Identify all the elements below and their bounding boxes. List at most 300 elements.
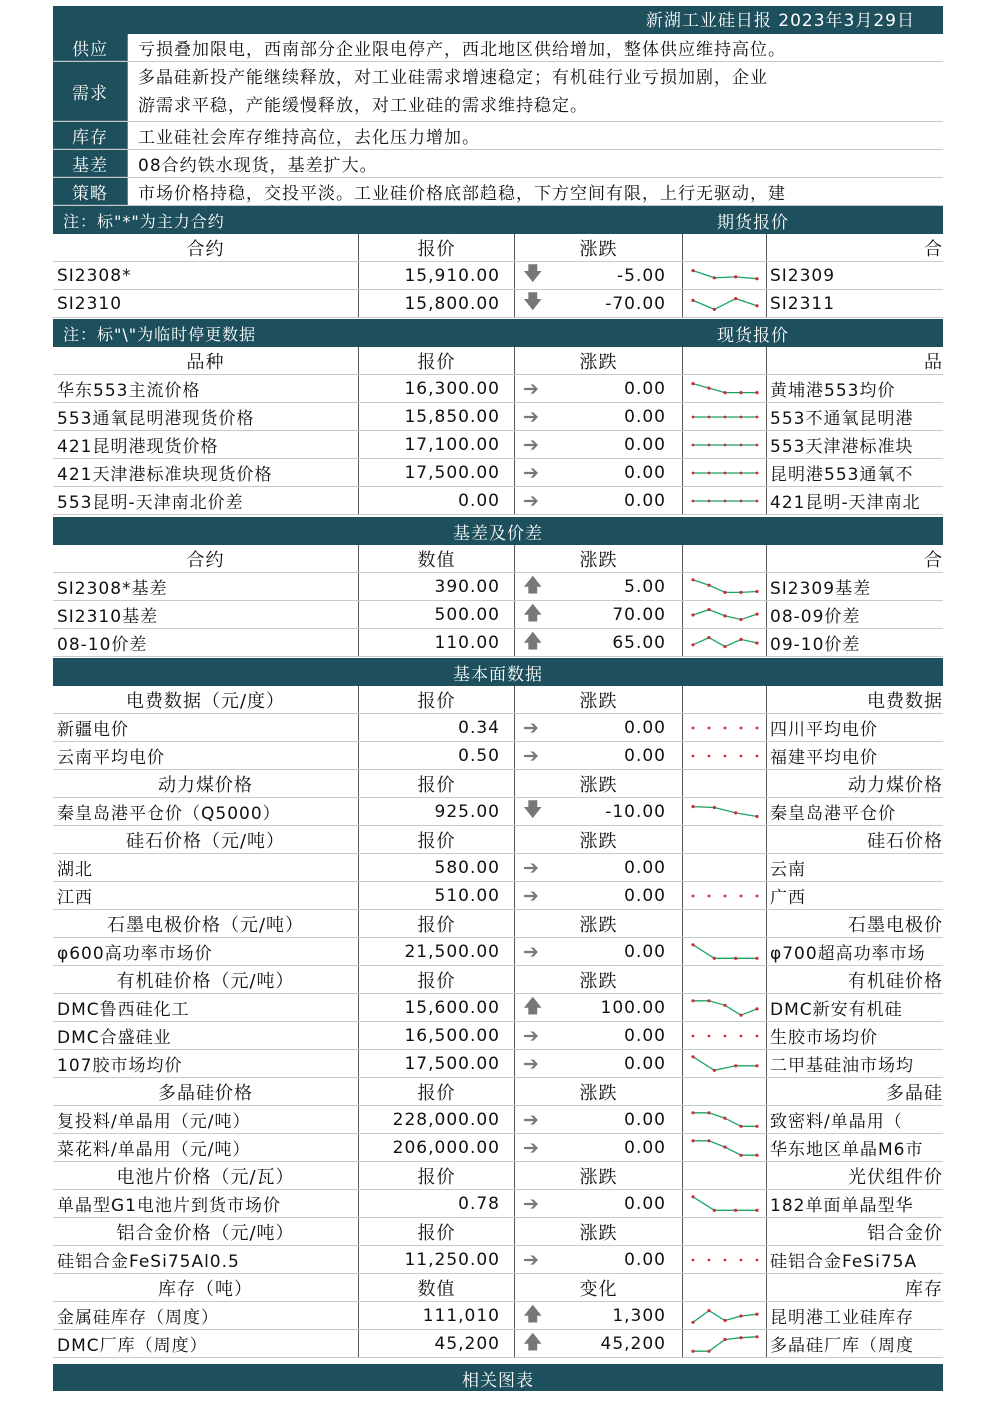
related-item-name: DMC新安有机硅 xyxy=(770,1000,903,1020)
header-cell: 硅石价格（元/吨） xyxy=(53,826,359,853)
summary-label: 库存 xyxy=(53,122,127,149)
sparkline-point xyxy=(755,754,758,757)
header-cell xyxy=(683,966,767,993)
sparkline-point xyxy=(755,1153,758,1156)
trend-cell xyxy=(683,1050,767,1077)
fundamentals-group-header xyxy=(53,966,943,994)
related-item-name: SI2309 xyxy=(770,265,836,286)
data-row xyxy=(53,798,943,826)
related-item-name: 四川平均电价 xyxy=(770,720,878,740)
header-cell: 数值 xyxy=(359,1274,515,1301)
related-item-name: 生胶市场均价 xyxy=(770,1028,878,1048)
basis-section-bar xyxy=(53,517,943,545)
change-value: -10.00 xyxy=(605,801,666,822)
item-name: 421天津港标准块现货价格 xyxy=(53,459,359,486)
trend-cell xyxy=(683,714,767,741)
sparkline-point xyxy=(739,1336,742,1339)
data-row xyxy=(53,1190,943,1218)
header-cell: 合 xyxy=(924,549,943,571)
sparkline-point xyxy=(755,894,758,897)
item-name: 菜花料/单晶用（元/吨） xyxy=(53,1134,359,1161)
change-value: 0.00 xyxy=(624,1137,666,1158)
trend-cell xyxy=(683,1106,767,1133)
header-cell: 涨跌 xyxy=(515,1162,683,1189)
header-cell: 品种 xyxy=(53,347,359,374)
header-cell: 报价 xyxy=(359,1162,515,1189)
sparkline-path xyxy=(693,1000,757,1014)
sparkline-point xyxy=(707,608,710,611)
sparkline xyxy=(687,377,763,401)
item-name: DMC厂库（周度） xyxy=(53,1330,359,1357)
arrow-right-icon: ➔ xyxy=(523,856,540,879)
fundamentals-group-header xyxy=(53,1162,943,1190)
sparkline xyxy=(687,1024,763,1048)
arrow-right-icon: ➔ xyxy=(523,377,540,400)
sparkline-point xyxy=(739,754,742,757)
sparkline-path xyxy=(693,298,757,309)
header-cell: 合约 xyxy=(53,545,359,572)
data-row xyxy=(53,714,943,742)
sparkline-point xyxy=(739,391,742,394)
change-value: 100.00 xyxy=(600,997,666,1018)
sparkline xyxy=(687,1248,763,1272)
item-change xyxy=(515,1022,683,1049)
sparkline-point xyxy=(707,1309,710,1312)
header-cell: 报价 xyxy=(359,910,515,937)
sparkline-point xyxy=(691,1034,694,1037)
sparkline-point xyxy=(755,443,758,446)
sparkline-point xyxy=(739,1314,742,1317)
summary-row xyxy=(53,122,943,150)
sparkline xyxy=(687,884,763,908)
trend-cell xyxy=(683,994,767,1021)
trend-cell xyxy=(683,1246,767,1273)
data-row xyxy=(53,994,943,1022)
summary-text: 亏损叠加限电，西南部分企业限电停产，西北地区供给增加，整体供应维持高位。 xyxy=(127,34,943,61)
sparkline-point xyxy=(707,415,710,418)
sparkline-point xyxy=(723,1116,726,1119)
arrow-up-icon: 🡅 xyxy=(523,994,544,1017)
fundamentals-group-header xyxy=(53,1078,943,1106)
sparkline-point xyxy=(755,1335,758,1338)
item-name: φ600高功率市场价 xyxy=(53,938,359,965)
change-value: 0.00 xyxy=(624,1193,666,1214)
related-item-name: 553天津港标准块 xyxy=(770,437,914,457)
sparkline-point xyxy=(691,298,694,301)
sparkline-point xyxy=(723,499,726,502)
header-cell: 多晶硅价格 xyxy=(53,1078,359,1105)
header-cell: 变化 xyxy=(515,1274,683,1301)
data-row xyxy=(53,1022,943,1050)
daily-report-sheet xyxy=(53,6,943,1391)
data-row xyxy=(53,1246,943,1274)
sparkline-point xyxy=(691,1195,694,1198)
sparkline xyxy=(687,996,763,1020)
item-name: SI2310 xyxy=(53,290,359,317)
item-name: SI2308*基差 xyxy=(53,573,359,600)
header-cell: 报价 xyxy=(359,1218,515,1245)
change-value: 5.00 xyxy=(624,576,666,597)
item-name: SI2310基差 xyxy=(53,601,359,628)
item-name: 复投料/单晶用（元/吨） xyxy=(53,1106,359,1133)
sparkline-point xyxy=(707,1349,710,1352)
header-cell: 涨跌 xyxy=(515,826,683,853)
item-value: 17,500.00 xyxy=(359,1050,515,1077)
item-value: 110.00 xyxy=(359,629,515,656)
arrow-up-icon: 🡅 xyxy=(523,1330,544,1353)
report-title: 新湖工业硅日报 2023年3月29日 xyxy=(53,6,943,34)
arrow-right-icon: ➔ xyxy=(523,716,540,739)
item-change xyxy=(515,798,683,825)
change-value: 0.00 xyxy=(624,406,666,427)
item-value: 111,010 xyxy=(359,1302,515,1329)
sparkline-point xyxy=(755,415,758,418)
item-name: 421昆明港现货价格 xyxy=(53,431,359,458)
futures-section-title: 期货报价 xyxy=(717,212,789,233)
sparkline-point xyxy=(723,614,726,617)
fundamentals-group-header xyxy=(53,686,943,714)
header-cell: 有机硅价格（元/吨） xyxy=(53,966,359,993)
sparkline-point xyxy=(755,1312,758,1315)
sparkline-point xyxy=(707,583,710,586)
sparkline-point xyxy=(691,1320,694,1323)
item-name: DMC鲁西硅化工 xyxy=(53,994,359,1021)
sparkline-point xyxy=(707,1258,710,1261)
header-cell: 涨跌 xyxy=(515,910,683,937)
trend-cell xyxy=(683,1330,767,1357)
trend-cell xyxy=(683,375,767,402)
summary-label: 基差 xyxy=(53,150,127,177)
data-row xyxy=(53,262,943,290)
arrow-up-icon: 🡅 xyxy=(523,573,544,596)
item-change xyxy=(515,994,683,1021)
sparkline-point xyxy=(691,1111,694,1114)
related-item-name: φ700超高功率市场 xyxy=(770,944,926,964)
sparkline-path xyxy=(693,1056,757,1070)
basis-section-title: 基差及价差 xyxy=(453,523,543,544)
sparkline-point xyxy=(712,307,715,310)
summary-label: 需求 xyxy=(53,62,127,121)
item-change xyxy=(515,1330,683,1357)
item-name: 江西 xyxy=(53,882,359,909)
header-cell: 光伏组件价 xyxy=(848,1166,943,1188)
sparkline-point xyxy=(739,1034,742,1037)
data-row xyxy=(53,882,943,910)
sparkline xyxy=(687,1304,763,1328)
change-value: 0.00 xyxy=(624,1025,666,1046)
sparkline xyxy=(687,1332,763,1356)
sparkline-point xyxy=(755,1258,758,1261)
item-value: 11,250.00 xyxy=(359,1246,515,1273)
item-name: 硅铝合金FeSi75Al0.5 xyxy=(53,1246,359,1273)
change-value: -5.00 xyxy=(617,265,666,286)
item-value: 0.00 xyxy=(359,487,515,514)
fundamentals-group-header xyxy=(53,1274,943,1302)
sparkline-point xyxy=(723,726,726,729)
header-cell: 动力煤价格 xyxy=(53,770,359,797)
header-cell: 合 xyxy=(924,238,943,260)
arrow-right-icon: ➔ xyxy=(523,1108,540,1131)
arrow-right-icon: ➔ xyxy=(523,1192,540,1215)
item-value: 206,000.00 xyxy=(359,1134,515,1161)
related-item-name: 黄埔港553均价 xyxy=(770,381,896,401)
header-cell: 涨跌 xyxy=(515,545,683,572)
sparkline-point xyxy=(739,443,742,446)
sparkline-point xyxy=(755,499,758,502)
arrow-right-icon: ➔ xyxy=(523,1052,540,1075)
data-row xyxy=(53,487,943,515)
sparkline-point xyxy=(691,999,694,1002)
header-cell: 品 xyxy=(924,351,943,373)
trend-cell xyxy=(683,487,767,514)
sparkline-point xyxy=(707,754,710,757)
fundamentals-group-header xyxy=(53,770,943,798)
sparkline-point xyxy=(707,894,710,897)
sparkline-point xyxy=(739,590,742,593)
sparkline-point xyxy=(723,1337,726,1340)
item-name: 云南平均电价 xyxy=(53,742,359,769)
sparkline-point xyxy=(734,1064,737,1067)
sparkline-point xyxy=(734,811,737,814)
sparkline-point xyxy=(734,275,737,278)
sparkline-point xyxy=(755,471,758,474)
sparkline xyxy=(687,405,763,429)
arrow-up-icon: 🡅 xyxy=(523,601,544,624)
item-value: 0.34 xyxy=(359,714,515,741)
item-value: 510.00 xyxy=(359,882,515,909)
sparkline-point xyxy=(712,1208,715,1211)
arrow-up-icon: 🡅 xyxy=(523,1302,544,1325)
item-change xyxy=(515,1106,683,1133)
sparkline-point xyxy=(707,1034,710,1037)
sparkline-point xyxy=(691,471,694,474)
sparkline-point xyxy=(723,415,726,418)
sparkline xyxy=(687,800,763,824)
basis-header xyxy=(53,545,943,573)
item-value: 228,000.00 xyxy=(359,1106,515,1133)
item-name: 08-10价差 xyxy=(53,629,359,656)
item-value: 925.00 xyxy=(359,798,515,825)
summary-text xyxy=(127,62,943,121)
sparkline-point xyxy=(707,1139,710,1142)
sparkline-point xyxy=(691,382,694,385)
arrow-right-icon: ➔ xyxy=(523,489,540,512)
sparkline-point xyxy=(691,578,694,581)
sparkline-point xyxy=(723,590,726,593)
item-change xyxy=(515,1134,683,1161)
item-name: 新疆电价 xyxy=(53,714,359,741)
sparkline-point xyxy=(723,471,726,474)
change-value: 0.00 xyxy=(624,1109,666,1130)
item-change xyxy=(515,629,683,656)
related-item-name: 昆明港553通氧不 xyxy=(770,465,914,485)
item-name: 单晶型G1电池片到货市场价 xyxy=(53,1190,359,1217)
item-change xyxy=(515,459,683,486)
header-cell: 涨跌 xyxy=(515,686,683,713)
sparkline-point xyxy=(739,471,742,474)
sparkline-point xyxy=(691,1349,694,1352)
item-change xyxy=(515,1246,683,1273)
sparkline-point xyxy=(707,471,710,474)
spot-note: 注：标"\"为临时停更数据 xyxy=(63,324,257,344)
header-cell: 报价 xyxy=(359,826,515,853)
related-item-name: 09-10价差 xyxy=(770,635,861,655)
summary-text-line: 多晶硅新投产能继续释放，对工业硅需求增速稳定；有机硅行业亏损加剧，企业 xyxy=(138,67,768,88)
header-cell: 报价 xyxy=(359,234,515,261)
item-name: 553通氧昆明港现货价格 xyxy=(53,403,359,430)
item-change xyxy=(515,938,683,965)
sparkline xyxy=(687,631,763,655)
header-cell xyxy=(683,910,767,937)
related-item-name: 553不通氧昆明港 xyxy=(770,409,914,429)
spot-section-title: 现货报价 xyxy=(717,325,789,346)
arrow-right-icon: ➔ xyxy=(523,461,540,484)
arrow-right-icon: ➔ xyxy=(523,744,540,767)
sparkline-point xyxy=(734,297,737,300)
change-value: 45,200 xyxy=(600,1333,666,1354)
item-name: 金属硅库存（周度） xyxy=(53,1302,359,1329)
header-cell: 铝合金价格（元/吨） xyxy=(53,1218,359,1245)
sparkline-point xyxy=(755,814,758,817)
trend-cell xyxy=(683,601,767,628)
item-value: 390.00 xyxy=(359,573,515,600)
data-row xyxy=(53,459,943,487)
trend-cell xyxy=(683,798,767,825)
item-value: 0.78 xyxy=(359,1190,515,1217)
change-value: 0.00 xyxy=(624,745,666,766)
trend-cell xyxy=(683,1134,767,1161)
trend-cell xyxy=(683,629,767,656)
item-name: 107胶市场均价 xyxy=(53,1050,359,1077)
sparkline-point xyxy=(691,499,694,502)
header-cell: 报价 xyxy=(359,1078,515,1105)
sparkline-point xyxy=(734,1208,737,1211)
sparkline xyxy=(687,264,763,288)
header-cell: 数值 xyxy=(359,545,515,572)
trend-cell xyxy=(683,1302,767,1329)
arrow-right-icon: ➔ xyxy=(523,1136,540,1159)
sparkline-point xyxy=(755,277,758,280)
sparkline-point xyxy=(723,1318,726,1321)
change-value: 0.00 xyxy=(624,717,666,738)
item-value: 45,200 xyxy=(359,1330,515,1357)
item-value: 15,800.00 xyxy=(359,290,515,317)
futures-section-bar xyxy=(53,206,943,234)
data-row xyxy=(53,1302,943,1330)
sparkline xyxy=(687,461,763,485)
sparkline-point xyxy=(712,956,715,959)
sparkline-point xyxy=(712,805,715,808)
arrow-right-icon: ➔ xyxy=(523,1248,540,1271)
sparkline-point xyxy=(739,499,742,502)
sparkline-point xyxy=(755,956,758,959)
trend-cell xyxy=(683,431,767,458)
spot-section-bar xyxy=(53,319,943,347)
sparkline-point xyxy=(707,726,710,729)
summary-text: 工业硅社会库存维持高位，去化压力增加。 xyxy=(127,122,943,149)
related-item-name: 秦皇岛港平仓价 xyxy=(770,804,896,824)
related-item-name: 昆明港工业硅库存 xyxy=(770,1308,914,1328)
sparkline-point xyxy=(755,1064,758,1067)
sparkline-point xyxy=(707,499,710,502)
header-cell xyxy=(683,1218,767,1245)
sparkline-point xyxy=(707,1111,710,1114)
change-value: 0.00 xyxy=(624,434,666,455)
change-value: 70.00 xyxy=(612,604,666,625)
sparkline-path xyxy=(693,944,757,958)
header-cell: 动力煤价格 xyxy=(848,774,943,796)
fundamentals-section-title: 基本面数据 xyxy=(453,664,543,685)
trend-cell xyxy=(683,854,767,881)
sparkline-point xyxy=(723,754,726,757)
trend-cell xyxy=(683,459,767,486)
data-row xyxy=(53,573,943,601)
sparkline-point xyxy=(739,1013,742,1016)
change-value: 1,300 xyxy=(612,1305,666,1326)
sparkline-point xyxy=(739,894,742,897)
header-cell: 报价 xyxy=(359,686,515,713)
sparkline-path xyxy=(693,1196,757,1210)
header-cell: 有机硅价格 xyxy=(848,970,943,992)
sparkline-point xyxy=(691,613,694,616)
change-value: 0.00 xyxy=(624,885,666,906)
item-value: 580.00 xyxy=(359,854,515,881)
sparkline-point xyxy=(739,617,742,620)
item-change xyxy=(515,487,683,514)
change-value: 0.00 xyxy=(624,857,666,878)
fundamentals-group-header xyxy=(53,1218,943,1246)
sparkline-point xyxy=(707,999,710,1002)
arrow-right-icon: ➔ xyxy=(523,940,540,963)
sparkline-point xyxy=(755,391,758,394)
sparkline xyxy=(687,716,763,740)
related-item-name: 硅铝合金FeSi75A xyxy=(770,1252,918,1272)
header-cell xyxy=(683,1274,767,1301)
header-cell: 涨跌 xyxy=(515,1078,683,1105)
header-cell: 硅石价格 xyxy=(867,830,943,852)
related-item-name: SI2311 xyxy=(770,293,836,314)
related-item-name: 421昆明-天津南北 xyxy=(770,493,921,513)
item-value: 17,100.00 xyxy=(359,431,515,458)
item-value: 21,500.00 xyxy=(359,938,515,965)
header-cell: 电池片价格（元/瓦） xyxy=(53,1162,359,1189)
sparkline-point xyxy=(712,276,715,279)
arrow-down-icon: 🡇 xyxy=(523,290,544,313)
change-value: 0.00 xyxy=(624,1053,666,1074)
arrow-up-icon: 🡅 xyxy=(523,629,544,652)
item-change xyxy=(515,714,683,741)
sparkline-point xyxy=(723,1258,726,1261)
summary-row xyxy=(53,150,943,178)
sparkline-point xyxy=(755,641,758,644)
sparkline-point xyxy=(755,304,758,307)
item-change xyxy=(515,882,683,909)
sparkline xyxy=(687,856,763,880)
sparkline-point xyxy=(739,726,742,729)
trend-cell xyxy=(683,573,767,600)
sparkline-point xyxy=(723,1003,726,1006)
data-row xyxy=(53,1134,943,1162)
item-name: 华东553主流价格 xyxy=(53,375,359,402)
item-value: 500.00 xyxy=(359,601,515,628)
related-item-name: 08-09价差 xyxy=(770,607,861,627)
sparkline xyxy=(687,1192,763,1216)
header-cell xyxy=(683,234,767,261)
item-change xyxy=(515,601,683,628)
sparkline xyxy=(687,940,763,964)
summary-row xyxy=(53,62,943,122)
sparkline-point xyxy=(723,443,726,446)
